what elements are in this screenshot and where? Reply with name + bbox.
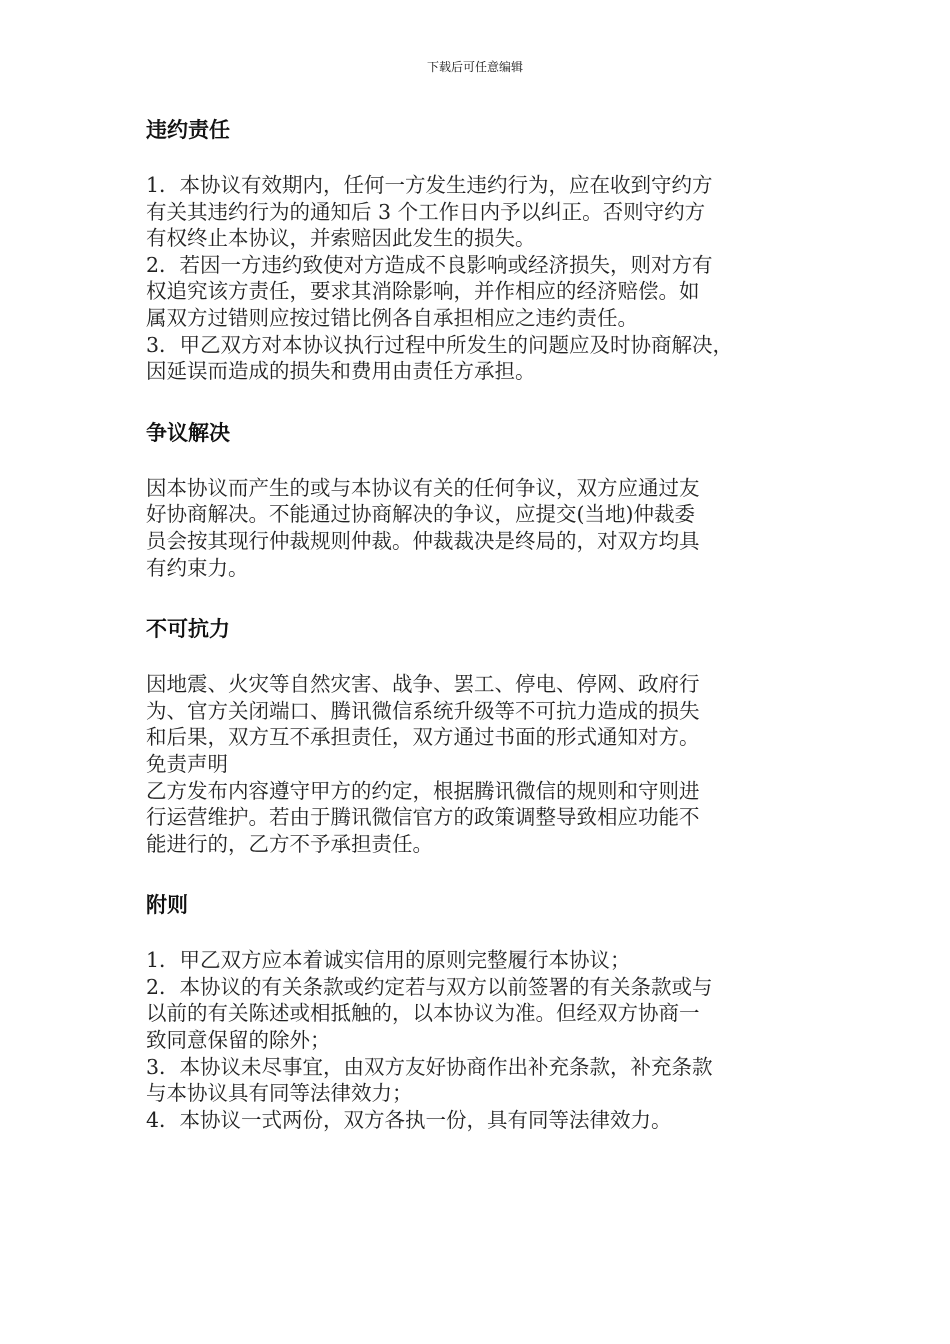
section-dispute-resolution — [146, 413, 826, 581]
section-breach-liability — [146, 110, 826, 385]
document-body — [146, 110, 826, 1133]
section-force-majeure — [146, 609, 826, 857]
section-title-force-majeure: 不可抗力 — [146, 617, 230, 642]
section-title-breach-liability: 违约责任 — [146, 118, 230, 142]
breach-clause-2: 2．若因一方违约致使对方造成不良影响或经济损失，则对方有 权追究该方责任，要求其消除影响，并作相应的经济赔偿。如 属双方过错则应按过错比例各自承担相应之违约责任。 — [146, 252, 713, 330]
disclaimer-heading: 免责声明 — [146, 751, 228, 776]
breach-clause-3: 3．甲乙双方对本协议执行过程中所发生的问题应及时协商解决， 因延误而造成的损失和费用由责任方承担。 — [146, 332, 734, 384]
page-header: 下载后可任意编辑 — [426, 60, 523, 74]
supplementary-clause-4: 4．本协议一式两份，双方各执一份，具有同等法律效力。 — [146, 1107, 672, 1132]
supplementary-clause-1: 1．甲乙双方应本着诚实信用的原则完整履行本协议； — [146, 948, 631, 973]
supplementary-clause-3: 3．本协议未尽事宜，由双方友好协商作出补充条款，补充条款 与本协议具有同等法律效力； — [146, 1054, 713, 1106]
disclaimer-paragraph: 乙方发布内容遵守甲方的约定，根据腾讯微信的规则和守则进 行运营维护。若由于腾讯微信官方的政策调整导致相应功能不 能进行的，乙方不予承担责任。 — [146, 778, 700, 856]
section-title-dispute-resolution: 争议解决 — [146, 420, 230, 445]
breach-clause-1: 1．本协议有效期内，任何一方发生违约行为，应在收到守约方 有关其违约行为的通知后 3 个工作日内予以纠正。否则守约方 有权终止本协议，并索赔因此发生的损失。 — [146, 173, 713, 251]
dispute-paragraph: 因本协议而产生的或与本协议有关的任何争议，双方应通过友 好协商解决。不能通过协商解决的争议，应提交(当地)仲裁委 员会按其现行仲裁规则仲裁。仲裁裁决是终局的，对双方均具 有约束力。 — [146, 475, 700, 580]
section-title-supplementary: 附则 — [146, 893, 188, 918]
supplementary-clause-2: 2．本协议的有关条款或约定若与双方以前签署的有关条款或与 以前的有关陈述或相抵触的，以本协议为准。但经双方协商一 致同意保留的除外； — [146, 974, 713, 1053]
section-supplementary — [146, 885, 826, 1133]
force-majeure-paragraph: 因地震、火灾等自然灾害、战争、罢工、停电、停网、政府行 为、官方关闭端口、腾讯微信系统升级等不可抗力造成的损失 和后果，双方互不承担责任，双方通过书面的形式通知对方。 — [146, 672, 700, 750]
